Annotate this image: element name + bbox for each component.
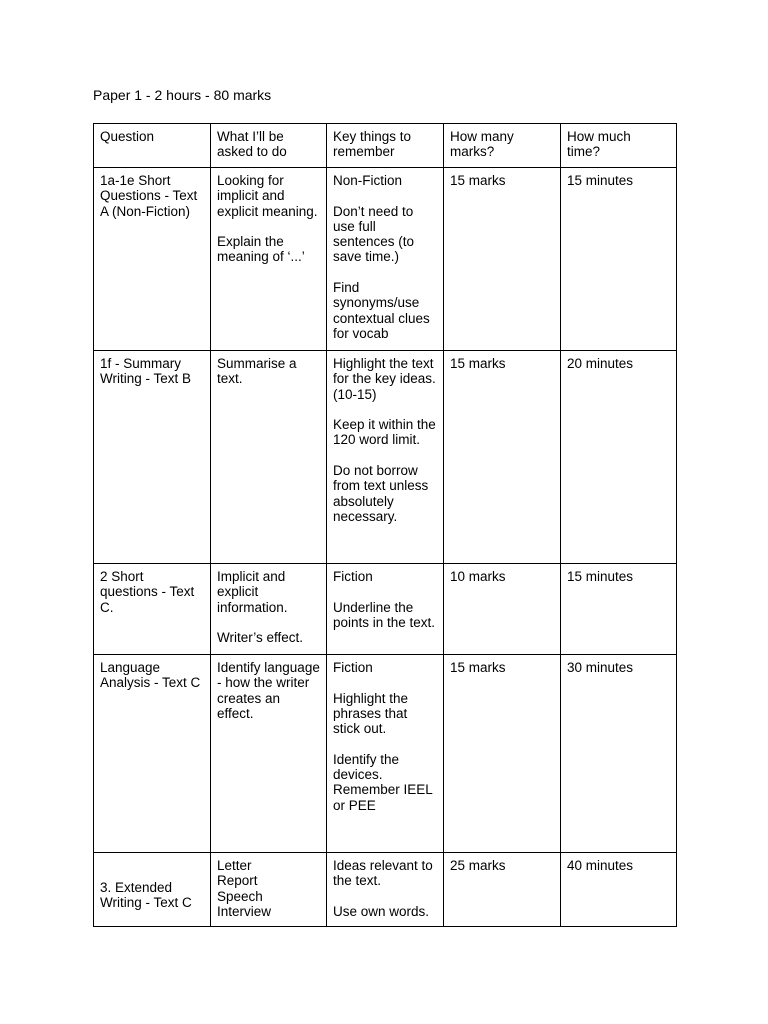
header-cell-time — [561, 124, 677, 168]
asked-text: Report — [217, 873, 258, 889]
question-cell — [94, 655, 211, 853]
time-text: 30 minutes — [567, 660, 634, 675]
asked-text: Summarise a text. — [217, 356, 297, 387]
header-text: asked to do — [217, 144, 287, 160]
question-cell — [94, 564, 211, 655]
question-cell — [94, 168, 211, 351]
table-row-language-analysis — [94, 655, 677, 853]
remember-text: Find synonyms/use contextual clues for vocab — [333, 280, 430, 341]
remember-text: Fiction — [333, 569, 373, 584]
header-cell-question — [94, 124, 211, 168]
marks-text: 15 marks — [450, 660, 506, 675]
marks-text: 25 marks — [450, 858, 506, 873]
header-cell-remember — [327, 124, 444, 168]
time-text: 15 minutes — [567, 173, 634, 188]
table-header-row — [94, 124, 677, 168]
marks-cell — [444, 853, 561, 927]
question-text: 1f - Summary Writing - Text B — [100, 356, 192, 387]
remember-cell — [327, 853, 444, 927]
remember-text: Don’t need to use full sentences (to save time.) — [333, 203, 415, 265]
time-text: 40 minutes — [567, 858, 634, 873]
header-text: time? — [567, 144, 601, 160]
marks-text: 10 marks — [450, 569, 506, 584]
table-row-extended-writing — [94, 853, 677, 927]
remember-text: Keep it within the 120 word limit. — [333, 417, 436, 448]
marks-cell — [444, 351, 561, 564]
time-cell — [561, 853, 677, 927]
question-text: Language Analysis - Text C — [100, 660, 201, 691]
header-cell-asked — [211, 124, 327, 168]
time-text: 15 minutes — [567, 569, 634, 584]
question-text: 1a-1e Short Questions - Text A (Non-Fiction) — [100, 173, 198, 219]
marks-cell — [444, 655, 561, 853]
table-row-short-questions — [94, 168, 677, 351]
header-text: remember — [333, 144, 395, 160]
asked-text: Implicit and explicit information. — [217, 569, 288, 615]
header-text: What I’ll be — [217, 129, 284, 144]
remember-text: Identify the devices. Remember IEEL or PEE — [333, 751, 433, 813]
asked-cell — [211, 351, 327, 564]
asked-cell — [211, 564, 327, 655]
header-cell-marks — [444, 124, 561, 168]
question-text: 3. Extended Writing - Text C — [100, 880, 192, 911]
question-cell — [94, 351, 211, 564]
asked-text: Writer’s effect. — [217, 630, 304, 646]
asked-text: Looking for implicit and explicit meaning. — [217, 173, 318, 219]
remember-text: Non-Fiction — [333, 173, 403, 188]
asked-text: Explain the meaning of ‘...’ — [217, 234, 305, 265]
question-cell — [94, 853, 211, 927]
time-cell — [561, 655, 677, 853]
asked-text: Speech — [217, 888, 263, 904]
marks-cell — [444, 168, 561, 351]
time-cell — [561, 168, 677, 351]
asked-text: Interview — [217, 903, 272, 919]
remember-text: Use own words. — [333, 903, 430, 919]
remember-cell — [327, 564, 444, 655]
page-heading: Paper 1 - 2 hours - 80 marks — [93, 87, 272, 103]
exam-structure-table — [93, 123, 677, 927]
asked-cell — [211, 853, 327, 927]
asked-text: Letter — [217, 858, 252, 873]
header-text: How much — [567, 129, 631, 144]
remember-text: Fiction — [333, 660, 373, 675]
time-cell — [561, 564, 677, 655]
asked-cell — [211, 168, 327, 351]
remember-text: Ideas relevant to the text. — [333, 858, 433, 889]
header-text: marks? — [450, 144, 495, 160]
time-text: 20 minutes — [567, 356, 634, 371]
marks-text: 15 marks — [450, 356, 506, 371]
remember-text: Do not borrow from text unless absolutely necessary. — [333, 463, 429, 524]
remember-text: Highlight the phrases that stick out. — [333, 690, 409, 737]
table-row-text-c-questions — [94, 564, 677, 655]
remember-text: Underline the points in the text. — [333, 599, 436, 630]
marks-text: 15 marks — [450, 173, 506, 188]
table-row-summary-writing — [94, 351, 677, 564]
remember-cell — [327, 351, 444, 564]
time-cell — [561, 351, 677, 564]
header-text: Question — [100, 129, 155, 144]
question-text: 2 Short questions - Text C. — [100, 569, 195, 615]
asked-text: Identify language - how the writer creates an effect. — [217, 660, 320, 721]
marks-cell — [444, 564, 561, 655]
header-text: How many — [450, 129, 514, 144]
remember-cell — [327, 168, 444, 351]
remember-text: Highlight the text for the key ideas. (10-15) — [333, 356, 436, 402]
remember-cell — [327, 655, 444, 853]
asked-cell — [211, 655, 327, 853]
header-text: Key things to — [333, 129, 412, 144]
